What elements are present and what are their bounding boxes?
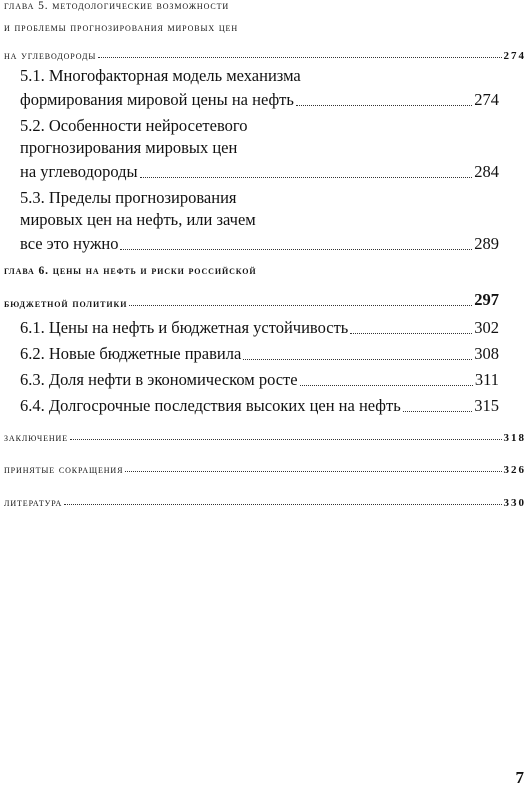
- toc-entry-conclusion[interactable]: [4, 424, 526, 444]
- section-6-3-title: 6.3. Доля нефти в экономическом росте: [20, 370, 298, 389]
- toc-entry-section-5-3[interactable]: [20, 232, 499, 254]
- page-number: 318: [503, 432, 526, 444]
- section-6-1-title: 6.1. Цены на нефть и бюджетная устойчивость: [20, 318, 349, 337]
- toc-entry-section-6-3[interactable]: [20, 368, 499, 390]
- leader-dots: [140, 176, 473, 178]
- leader-dots: [403, 410, 473, 412]
- toc-entry-chapter-5[interactable]: [4, 42, 526, 62]
- leader-dots: [129, 304, 472, 306]
- leader-dots: [120, 248, 472, 250]
- toc-entry-section-5-2[interactable]: [20, 160, 499, 182]
- page-number: 330: [503, 497, 526, 509]
- section-5-2-line-2: прогнозирования мировых цен: [20, 138, 238, 157]
- toc-entry-section-6-4[interactable]: [20, 394, 499, 416]
- section-5-3-line-2: мировых цен на нефть, или зачем: [20, 210, 256, 229]
- page-number: 274: [503, 50, 526, 62]
- chapter-6-title-line-1: глава 6. цены на нефть и риски российской: [4, 265, 257, 277]
- section-5-1-line-2: формирования мировой цены на нефть: [20, 90, 294, 109]
- page-number: 289: [474, 234, 499, 253]
- section-5-3-line-1: 5.3. Пределы прогнозирования: [20, 188, 237, 207]
- page-number: 308: [474, 344, 499, 363]
- leader-dots: [125, 470, 501, 472]
- leader-dots: [300, 384, 473, 386]
- page-number: 326: [503, 464, 526, 476]
- toc-entry-abbreviations[interactable]: [4, 456, 526, 476]
- toc-entry-literature[interactable]: [4, 489, 526, 509]
- conclusion-title: заключение: [4, 432, 68, 444]
- leader-dots: [98, 56, 501, 58]
- toc-entry-chapter-6[interactable]: [4, 288, 499, 310]
- page-number: 315: [474, 396, 499, 415]
- leader-dots: [243, 358, 472, 360]
- section-6-4-title: 6.4. Долгосрочные последствия высоких цен на нефть: [20, 396, 401, 415]
- toc-entry-section-5-1[interactable]: [20, 88, 499, 110]
- page-number: 284: [474, 162, 499, 181]
- leader-dots: [350, 332, 472, 334]
- page-number: 302: [474, 318, 499, 337]
- chapter-5-title-line-2: и проблемы прогнозирования мировых цен: [4, 22, 239, 34]
- abbreviations-title: принятые сокращения: [4, 464, 124, 476]
- leader-dots: [70, 438, 502, 440]
- section-5-3-line-3: все это нужно: [20, 234, 119, 253]
- section-6-2-title: 6.2. Новые бюджетные правила: [20, 344, 242, 363]
- toc-entry-section-6-2[interactable]: [20, 342, 499, 364]
- leader-dots: [296, 104, 472, 106]
- chapter-6-title-line-2: бюджетной политики: [4, 298, 128, 310]
- section-5-2-line-1: 5.2. Особенности нейросетевого: [20, 116, 248, 135]
- section-5-2-line-3: на углеводороды: [20, 162, 138, 181]
- page-number: 311: [474, 370, 499, 389]
- page-folio: 7: [515, 768, 524, 787]
- page-number: 274: [474, 90, 499, 109]
- leader-dots: [64, 503, 501, 505]
- section-5-1-line-1: 5.1. Многофакторная модель механизма: [20, 66, 301, 85]
- literature-title: литература: [4, 497, 63, 509]
- chapter-5-title-line-1: глава 5. методологические возможности: [4, 0, 230, 12]
- chapter-5-title-line-3: на углеводороды: [4, 50, 97, 62]
- toc-entry-section-6-1[interactable]: [20, 316, 499, 338]
- page-number: 297: [474, 290, 499, 309]
